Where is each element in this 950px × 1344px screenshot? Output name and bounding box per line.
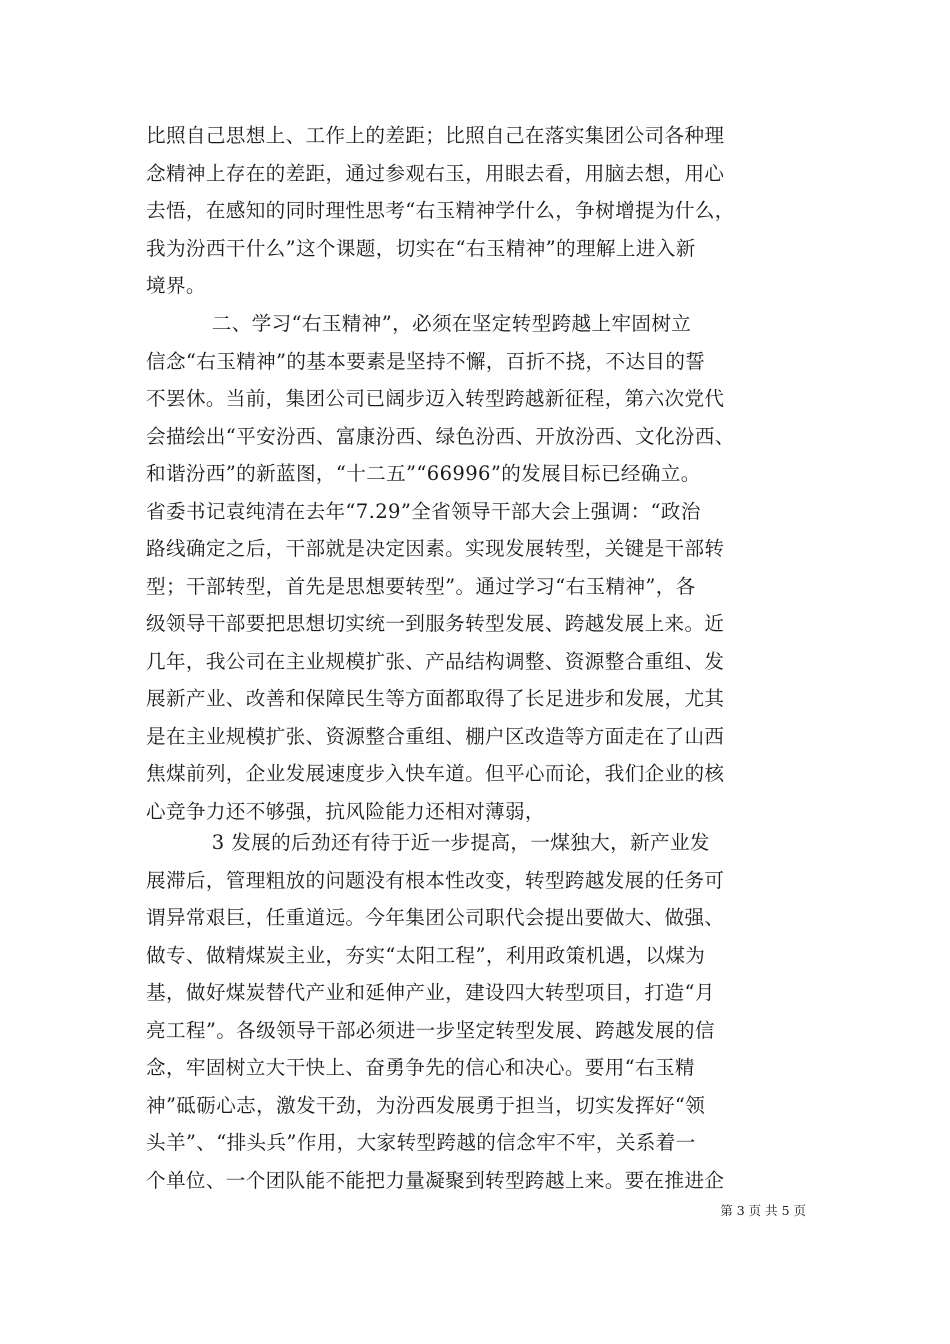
text-line: 3 发展的后劲还有待于近一步提高，一煤独大，新产业发 <box>146 831 710 854</box>
text-line: 比照自己思想上、工作上的差距；比照自己在落实集团公司各种理 <box>146 124 725 147</box>
text-line: 展新产业、改善和保障民生等方面都取得了长足进步和发展，尤其 <box>146 687 725 710</box>
text-line: 念，牢固树立大干快上、奋勇争先的信心和决心。要用“右玉精 <box>146 1056 695 1079</box>
text-line: 做专、做精煤炭主业，夯实“太阳工程”，利用政策机遇，以煤为 <box>146 943 706 967</box>
text-line: 级领导干部要把思想切实统一到服务转型发展、跨越发展上来。近 <box>146 612 725 635</box>
text-line: 信念“右玉精神”的基本要素是坚持不懈，百折不挠，不达目的誓 <box>146 349 706 373</box>
text-line: 焦煤前列，企业发展速度步入快车道。但平心而论，我们企业的核 <box>146 762 725 785</box>
text-line: 谓异常艰巨，任重道远。今年集团公司职代会提出要做大、做强、 <box>146 906 725 929</box>
text-line: 是在主业规模扩张、资源整合重组、棚户区改造等方面走在了山西 <box>146 724 725 748</box>
text-line: 念精神上存在的差距，通过参观右玉，用眼去看，用脑去想，用心 <box>146 161 725 185</box>
paragraph-2 <box>146 305 808 830</box>
text-line: 不罢休。当前，集团公司已阔步迈入转型跨越新征程，第六次党代 <box>146 387 725 410</box>
text-line: 心竞争力还不够强，抗风险能力还相对薄弱， <box>146 799 545 823</box>
text-line: 基，做好煤炭替代产业和延伸产业，建设四大转型项目，打造“月 <box>146 981 715 1004</box>
text-line: 头羊”、“排头兵”作用，大家转型跨越的信念牢不牢，关系着一 <box>146 1131 696 1154</box>
text-line: 二、学习“右玉精神”，必须在坚定转型跨越上牢固树立 <box>146 312 692 335</box>
text-line: 几年，我公司在主业规模扩张、产品结构调整、资源整合重组、发 <box>146 649 725 673</box>
text-line: 神”砥砺心志，激发干劲，为汾西发展勇于担当，切实发挥好“领 <box>146 1093 706 1117</box>
paragraph-1 <box>146 117 808 305</box>
page-footer: 第 3 页 共 5 页 <box>720 1203 806 1218</box>
text-line: 型；干部转型，首先是思想要转型”。通过学习“右玉精神”，各 <box>146 574 696 598</box>
text-line: 和谐汾西”的新蓝图，“十二五”“66996”的发展目标已经确立。 <box>146 462 701 485</box>
paragraph-3 <box>146 824 808 1199</box>
text-line: 我为汾西干什么”这个课题，切实在“右玉精神”的理解上进入新 <box>146 236 696 260</box>
text-line: 省委书记袁纯清在去年“7.29”全省领导干部大会上强调：“政治 <box>146 499 701 523</box>
text-line: 会描绘出“平安汾西、富康汾西、绿色汾西、开放汾西、文化汾西、 <box>146 424 735 448</box>
text-line: 亮工程”。各级领导干部必须进一步坚定转型发展、跨越发展的信 <box>146 1018 715 1042</box>
text-line: 路线确定之后，干部就是决定因素。实现发展转型，关键是干部转 <box>146 537 725 560</box>
text-line: 展滞后，管理粗放的问题没有根本性改变，转型跨越发展的任务可 <box>146 868 725 892</box>
text-line: 境界。 <box>146 274 206 297</box>
text-line: 去悟，在感知的同时理性思考“右玉精神学什么，争树增提为什么， <box>146 199 735 222</box>
text-line: 个单位、一个团队能不能把力量凝聚到转型跨越上来。要在推进企 <box>146 1168 725 1192</box>
